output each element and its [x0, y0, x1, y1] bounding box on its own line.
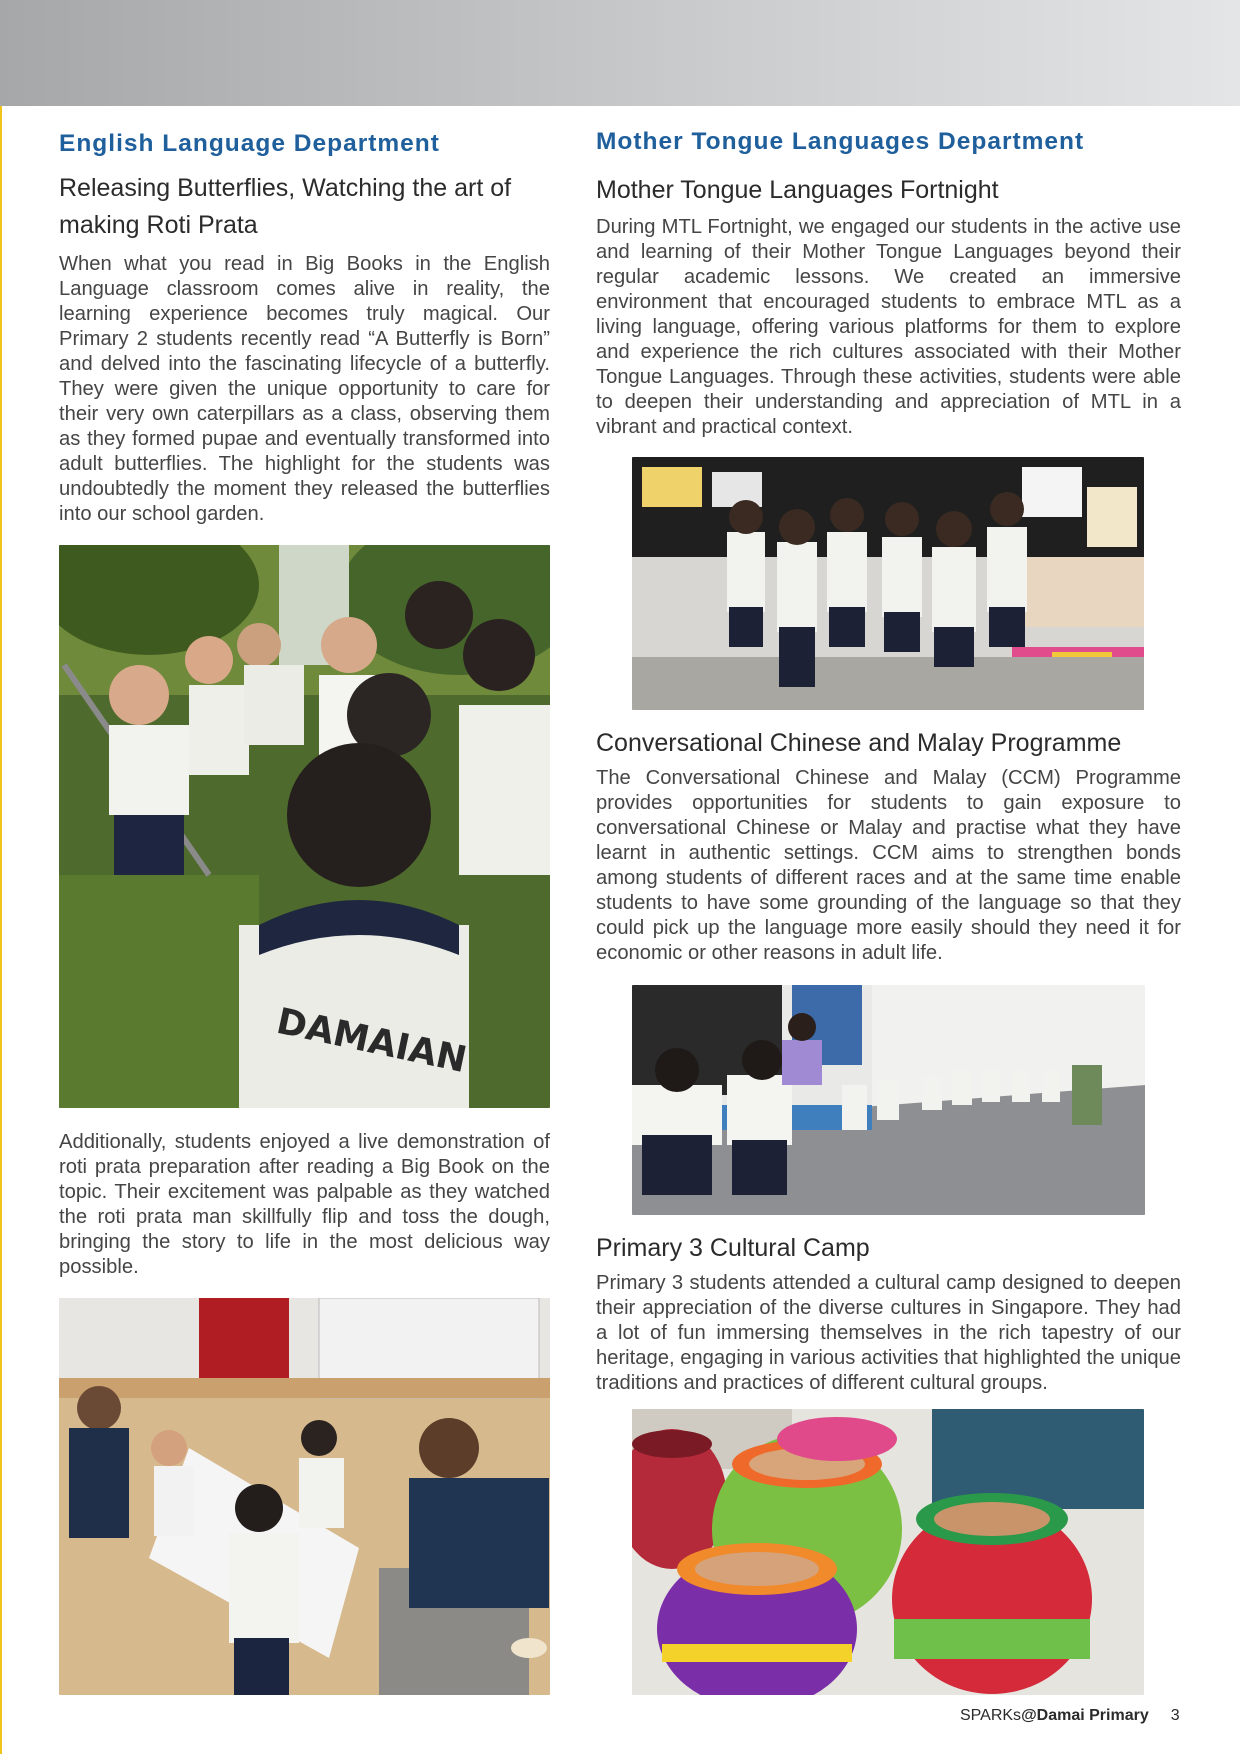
cultural-camp-paragraph: Primary 3 students attended a cultural camp designed to deepen their appreciation of the diverse cultures in Singapore. They had a lot of fun immersing themselves in the rich tapestry of our heritage, engaging in various activities that highlighted the unique traditions and practices of different cultural groups. — [596, 1272, 1181, 1394]
photo-shirt-text: DAMAIAN — [272, 1000, 471, 1082]
publication-school: @Damai Primary — [1021, 1707, 1149, 1724]
header-band — [0, 0, 1240, 106]
butterflies-paragraph: When what you read in Big Books in the English Language classroom comes alive in reality, the learning experience becomes truly magical. Our Primary 2 students recently read “A Butterfly is Born” and delved into the fascinating lifecycle of a butterfly. They were given the unique opportunity to care for their very own caterpillars as a class, observing them as they formed pupae and eventually transformed into adult butterflies. The highlight for the students was undoubtedly the moment they released the butterflies into our school garden. — [59, 253, 550, 525]
butterflies-headline: Releasing Butterflies, Watching the art of making Roti Prata — [59, 174, 512, 239]
ccm-programme-paragraph: The Conversational Chinese and Malay (CCM) Programme provides opportunities for students to gain exposure to conversational Chinese or Malay and practise what they have learnt in authentic settings. CCM aims to strengthen bonds among students of different races and at the same time enable students to have some grounding of the language so that they could pick up the language more easily should they need it for economic or other reasons in adult life. — [596, 767, 1181, 964]
painted-pots-photo — [632, 1409, 1144, 1695]
butterfly-garden-photo — [59, 545, 550, 1108]
mtl-fortnight-title: Mother Tongue Languages Fortnight — [596, 176, 999, 204]
page-edge-rule — [0, 106, 2, 1754]
roti-prata-paragraph: Additionally, students enjoyed a live demonstration of roti prata preparation after reading a Big Book on the topic. Their excitement was palpable as they watched the roti prata man skillfully flip and toss the dough, bringing the story to life in the most delicious way possible. — [59, 1131, 550, 1278]
publication-prefix: SPARKs — [960, 1707, 1022, 1724]
mtl-department-heading: Mother Tongue Languages Department — [596, 128, 1085, 155]
cultural-camp-title: Primary 3 Cultural Camp — [596, 1234, 870, 1262]
english-department-heading: English Language Department — [59, 130, 440, 157]
ccm-programme-title: Conversational Chinese and Malay Programme — [596, 729, 1122, 757]
mtl-fortnight-paragraph: During MTL Fortnight, we engaged our students in the active use and learning of their Mother Tongue Languages beyond their regular academic lessons. We created an immersive environment that encouraged students to embrace MTL as a living language, offering various platforms for them to explore and experience the rich cultures associated with their Mother Tongue Languages. Through these activities, students were able to deepen their understanding and appreciation of MTL in a vibrant and practical context. — [596, 216, 1181, 438]
ccm-programme-photo — [632, 985, 1145, 1215]
page-number: 3 — [1170, 1707, 1180, 1724]
mtl-fortnight-photo — [632, 457, 1144, 710]
page-footer — [960, 1707, 1220, 1725]
roti-prata-photo — [59, 1298, 550, 1695]
